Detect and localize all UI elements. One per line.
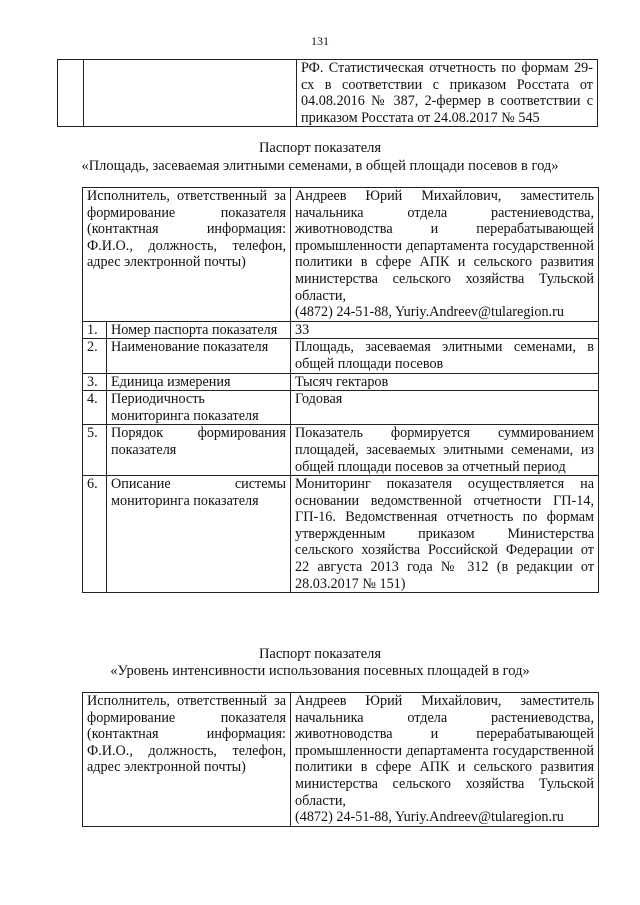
executor-label: Исполнитель, ответственный за формирование показателя (контактная информация: Ф.И.О., должность, телефон, адрес электронной почты)	[83, 188, 291, 322]
executor-value: Андреев Юрий Михайлович, заместитель начальника отдела растениеводства, животноводства и перерабатывающей промышленности департамента государственной политики в сфере АПК и сельского развития министерства сельского хозяйства Тульской области,	[295, 188, 595, 304]
executor-row	[83, 693, 599, 827]
table-cell-value: РФ. Статистическая отчетность по формам 29-сх в соответствии с приказом Росстата от 04.08.2016 № 387, 2-фермер в соответствии с приказом Росстата от 24.08.2017 № 545	[297, 60, 598, 127]
row-label: Единица измерения	[107, 373, 291, 391]
row-value: 33	[291, 321, 599, 339]
row-num: 3.	[83, 373, 107, 391]
table-cell-num	[58, 60, 84, 127]
row-num: 1.	[83, 321, 107, 339]
row-num: 4.	[83, 391, 107, 425]
executor-label: Исполнитель, ответственный за формирование показателя (контактная информация: Ф.И.О., должность, телефон, адрес электронной почты)	[83, 693, 291, 827]
row-value: Тысяч гектаров	[291, 373, 599, 391]
row-num: 5.	[83, 425, 107, 476]
row-label: Номер паспорта показателя	[107, 321, 291, 339]
executor-contact: (4872) 24-51-88, Yuriy.Andreev@tularegion.ru	[295, 304, 564, 321]
row-value: Показатель формируется суммированием площадей, засеваемых элитными семенами, из общей площади посевов за отчетный период	[291, 425, 599, 476]
table-cell-label	[84, 60, 297, 127]
passport1-heading: Паспорт показателя	[258, 140, 382, 156]
row-label: Наименование показателя	[107, 339, 291, 373]
passport2-heading: Паспорт показателя	[258, 646, 382, 662]
table-row	[83, 425, 599, 476]
executor-contact: (4872) 24-51-88, Yuriy.Andreev@tularegion.ru	[295, 809, 564, 826]
table-row	[58, 60, 598, 127]
top-continuation-table	[57, 59, 598, 127]
row-value: Годовая	[291, 391, 599, 425]
row-label: Периодичность мониторинга показателя	[107, 391, 291, 425]
row-label: Порядок формирования показателя	[107, 425, 291, 476]
table-row	[83, 339, 599, 373]
executor-value-cell	[291, 693, 599, 827]
row-label: Описание системы мониторинга показателя	[107, 476, 291, 593]
row-num: 2.	[83, 339, 107, 373]
row-value: Площадь, засеваемая элитными семенами, в общей площади посевов	[291, 339, 599, 373]
executor-value: Андреев Юрий Михайлович, заместитель начальника отдела растениеводства, животноводства и перерабатывающей промышленности департамента государственной политики в сфере АПК и сельского развития министерства сельского хозяйства Тульской области,	[295, 693, 594, 809]
passport1-subheading: «Площадь, засеваемая элитными семенами, в общей площади посевов в год»	[81, 158, 559, 174]
page-number: 131	[311, 34, 329, 48]
table-row	[83, 476, 599, 593]
table-row	[83, 373, 599, 391]
table-row	[83, 391, 599, 425]
table-row	[83, 321, 599, 339]
row-value: Мониторинг показателя осуществляется на основании ведомственной отчетности ГП-14, ГП-16. Ведомственная отчетность по формам утвержденным приказом Министерства сельского хозяйства Российской Федерации от 22 августа 2013 года № 312 (в редакции от 28.03.2017 № 151)	[291, 476, 599, 593]
executor-row	[83, 188, 599, 322]
passport2-table	[82, 692, 599, 827]
executor-value-cell	[291, 188, 599, 322]
passport1-table	[82, 187, 599, 593]
row-num: 6.	[83, 476, 107, 593]
passport2-subheading: «Уровень интенсивности использования посевных площадей в год»	[110, 663, 530, 679]
